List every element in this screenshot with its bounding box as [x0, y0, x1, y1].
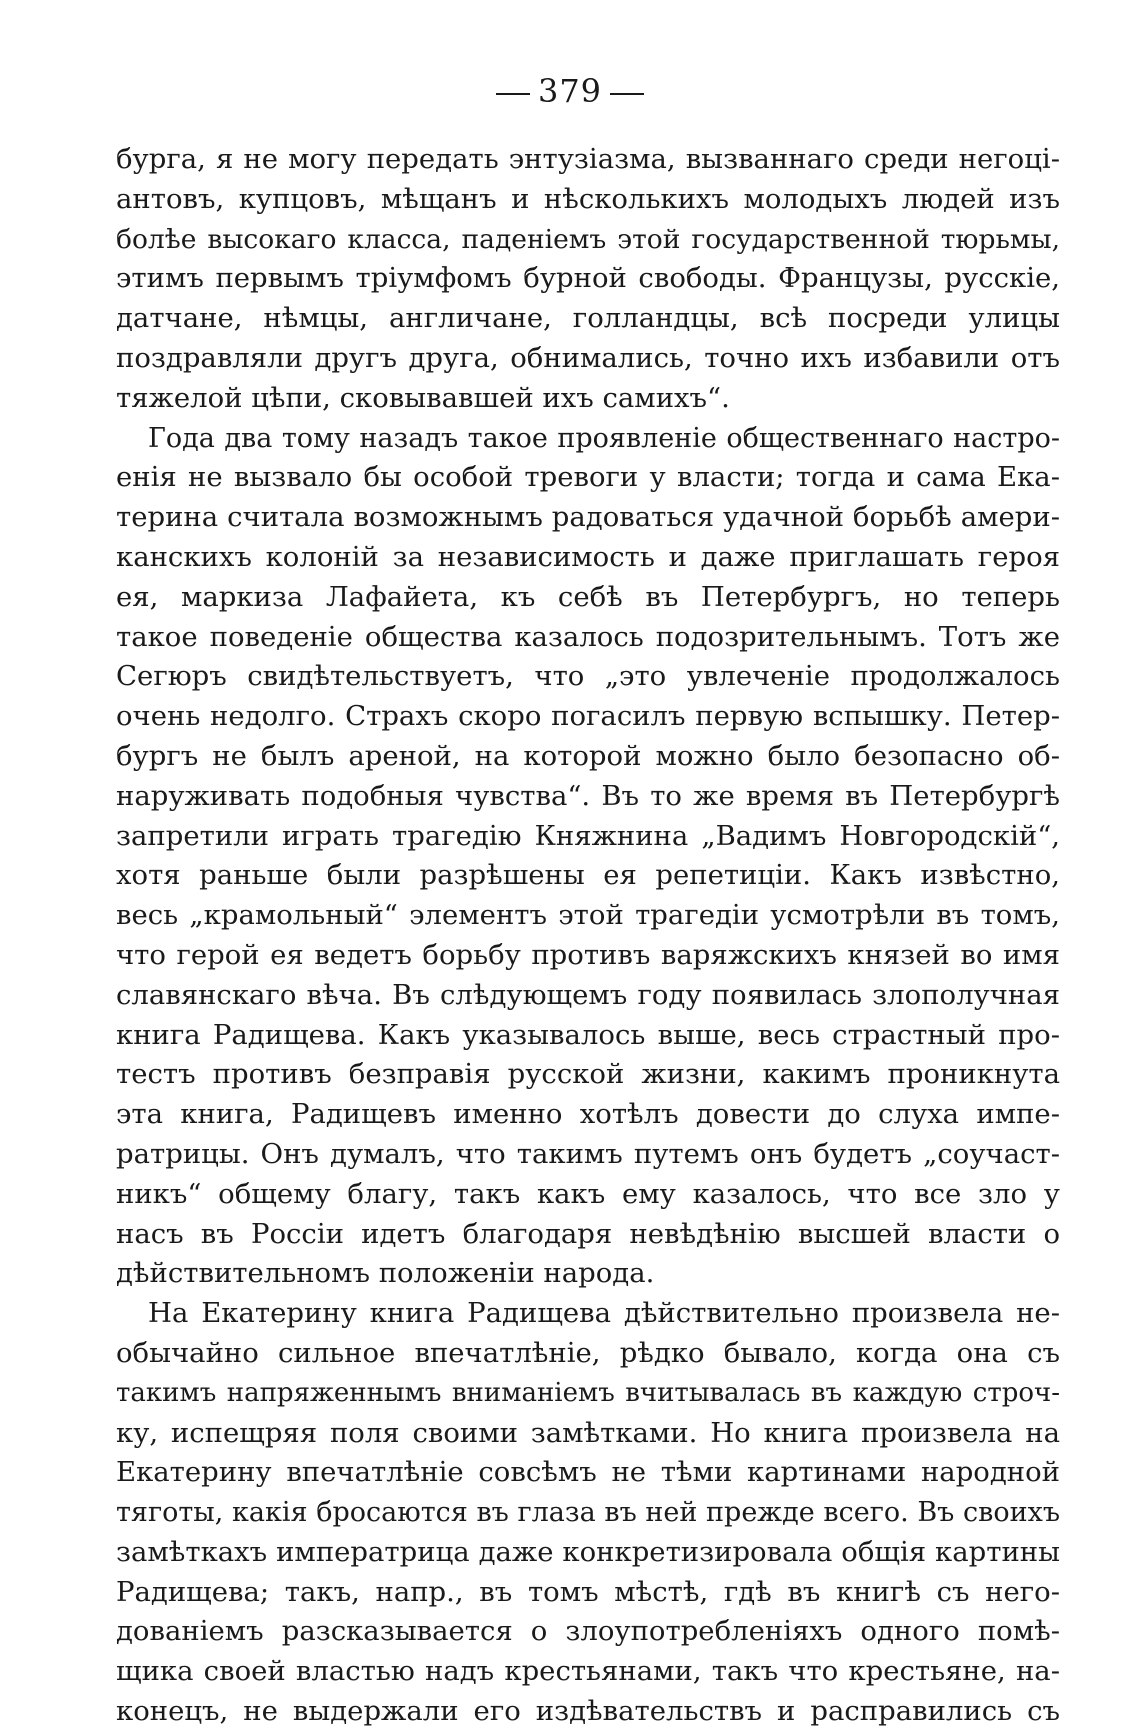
text-line: Екатерину впечатлѣніе совсѣмъ не тѣми картинами народной	[116, 1456, 1060, 1489]
text-line: бургъ не былъ ареной, на которой можно было безопасно об-	[116, 739, 1060, 772]
text-line: терина считала возможнымъ радоваться удачной борьбѣ амери-	[116, 501, 1060, 534]
text-line: ратрицы. Онъ думалъ, что такимъ путемъ онъ будетъ „соучаст-	[116, 1137, 1060, 1170]
text-line: очень недолго. Страхъ скоро погасилъ первую вспышку. Петер-	[116, 700, 1060, 733]
text-line: Года два тому назадъ такое проявленіе общественнаго настро-	[148, 422, 1060, 454]
text-line: такое поведеніе общества казалось подозрительнымъ. Тотъ же	[116, 620, 1060, 653]
text-line: такимъ напряженнымъ вниманіемъ вчитывалась въ каждую строч-	[116, 1377, 1060, 1408]
text-line: Сегюръ свидѣтельствуетъ, что „это увлеченіе продолжалось	[116, 660, 1060, 693]
text-line: На Екатерину книга Радищева дѣйствительно произвела не-	[148, 1297, 1060, 1330]
text-line: весь „крамольный“ элементъ этой трагедіи усмотрѣли въ томъ,	[116, 899, 1060, 932]
page-number: 379	[537, 72, 603, 110]
text-line: Радищева; такъ, напр., въ томъ мѣстѣ, гдѣ въ книгѣ съ него-	[116, 1575, 1060, 1608]
text-line: наруживать подобныя чувства“. Въ то же время въ Петербургѣ	[116, 779, 1060, 812]
text-line: щика своей властью надъ крестьянами, такъ что крестьяне, на-	[116, 1655, 1060, 1688]
text-line: антовъ, купцовъ, мѣщанъ и нѣсколькихъ молодыхъ людей изъ	[116, 182, 1060, 215]
text-line: ея, маркиза Лафайета, къ себѣ въ Петербургъ, но теперь	[116, 580, 1060, 613]
right-dash-ornament	[610, 93, 644, 95]
text-line: что герой ея ведетъ борьбу противъ варяжскихъ князей во имя	[116, 938, 1060, 971]
paragraph-3	[116, 1294, 1060, 1732]
text-line: поздравляли другъ друга, обнимались, точно ихъ избавили отъ	[116, 341, 1060, 374]
text-line: енія не вызвало бы особой тревоги у власти; тогда и сама Ека-	[116, 461, 1060, 494]
text-line: запретили играть трагедію Княжнина „Вадимъ Новгородскій“,	[116, 819, 1060, 852]
left-dash-ornament	[496, 93, 530, 95]
text-line: тяготы, какія бросаются въ глаза въ ней прежде всего. Въ своихъ	[116, 1497, 1060, 1529]
text-line: дѣйствительномъ положеніи народа.	[116, 1257, 655, 1290]
text-line: болѣе высокаго класса, паденіемъ этой государственной тюрьмы,	[116, 223, 1060, 255]
paragraph-2	[116, 419, 1060, 1295]
text-line: обычайно сильное впечатлѣніе, рѣдко бывало, когда она съ	[116, 1336, 1060, 1369]
text-line: книга Радищева. Какъ указывалось выше, весь страстный про-	[116, 1018, 1060, 1051]
text-line: замѣткахъ императрица даже конкретизировала общія картины	[116, 1535, 1060, 1568]
paragraph-1	[116, 140, 1060, 419]
body-text	[116, 140, 1060, 1732]
page-number-header	[0, 72, 1140, 110]
text-line: ку, испещряя поля своими замѣтками. Но книга произвела на	[116, 1416, 1060, 1449]
text-line: дованіемъ разсказывается о злоупотребленіяхъ одного помѣ-	[116, 1615, 1060, 1648]
text-line: тяжелой цѣпи, сковывавшей ихъ самихъ“.	[116, 381, 730, 414]
text-line: датчане, нѣмцы, англичане, голландцы, всѣ посреди улицы	[116, 302, 1060, 335]
text-line: хотя раньше были разрѣшены ея репетиціи. Какъ извѣстно,	[116, 859, 1060, 892]
text-line: канскихъ колоній за независимость и даже приглашать героя	[116, 540, 1060, 573]
text-line: никъ“ общему благу, такъ какъ ему казалось, что все зло у	[116, 1177, 1060, 1210]
text-line: насъ въ Россіи идетъ благодаря невѣдѣнію высшей власти о	[116, 1217, 1060, 1250]
text-line: этимъ первымъ тріумфомъ бурной свободы. Французы, русскіе,	[116, 262, 1060, 295]
text-line: тестъ противъ безправія русской жизни, какимъ проникнута	[116, 1058, 1060, 1091]
text-line: бурга, я не могу передать энтузіазма, вызваннаго среди негоці-	[116, 143, 1060, 175]
text-line: славянскаго вѣча. Въ слѣдующемъ году появилась злополучная	[116, 978, 1060, 1011]
text-line: конецъ, не выдержали его издѣвательствъ и расправились съ	[116, 1695, 1060, 1728]
text-line: эта книга, Радищевъ именно хотѣлъ довести до слуха импе-	[116, 1098, 1060, 1131]
